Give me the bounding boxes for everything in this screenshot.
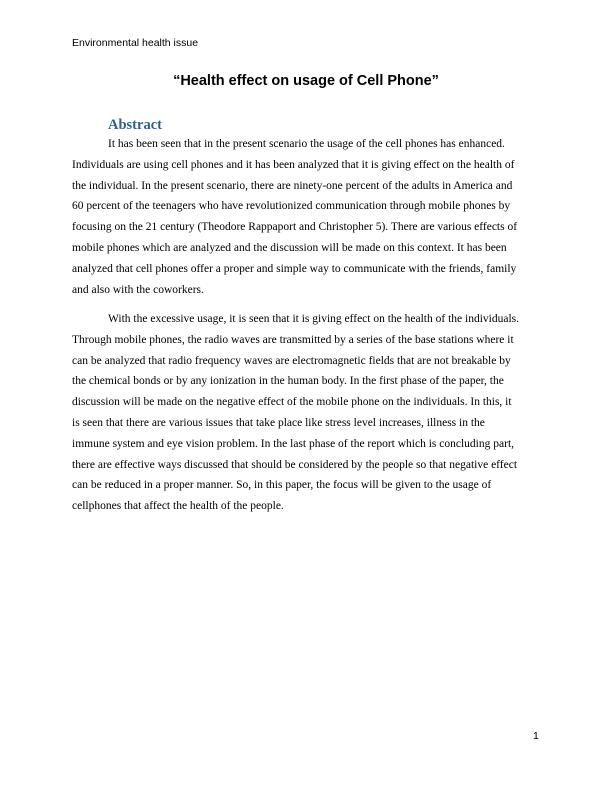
abstract-paragraph-1 — [72, 134, 540, 300]
text-line: cellphones that affect the health of the people. — [72, 500, 284, 513]
text-line: discussion will be made on the negative effect of the mobile phone on the individuals. In this, it — [72, 396, 512, 409]
running-header: Environmental health issue — [72, 37, 199, 49]
text-line: 60 percent of the teenagers who have revolutionized communication through mobile phones by — [72, 200, 511, 213]
text-line: analyzed that cell phones offer a proper and simple way to communicate with the friends, family — [72, 262, 517, 275]
abstract-heading: Abstract — [108, 117, 162, 133]
text-line: and also with the coworkers. — [72, 283, 204, 296]
text-line: can be reduced in a proper manner. So, in this paper, the focus will be given to the usage of — [72, 479, 492, 492]
text-line: is seen that there are various issues that take place like stress level increases, illness in the — [72, 416, 485, 429]
text-line: there are effective ways discussed that should be considered by the people so that negative effect — [72, 458, 518, 471]
text-line: the individual. In the present scenario, there are ninety-one percent of the adults in America and — [72, 179, 513, 192]
text-line: can be analyzed that radio frequency waves are electromagnetic fields that are not breakable by — [72, 354, 511, 367]
text-line: Through mobile phones, the radio waves are transmitted by a series of the base stations where it — [72, 333, 514, 346]
text-line: immune system and eye vision problem. In the last phase of the report which is concluding part, — [72, 437, 515, 450]
text-line: the chemical bonds or by any ionization in the human body. In the first phase of the paper, the — [72, 375, 504, 388]
text-line: With the excessive usage, it is seen that it is giving effect on the health of the individuals. — [108, 313, 519, 325]
text-line: focusing on the 21 century (Theodore Rappaport and Christopher 5). There are various effects of — [72, 221, 518, 234]
text-line: Individuals are using cell phones and it has been analyzed that it is giving effect on the health of — [72, 158, 515, 171]
abstract-paragraph-2 — [72, 309, 540, 517]
text-line: It has been seen that in the present scenario the usage of the cell phones has enhanced. — [108, 138, 505, 150]
page-number: 1 — [533, 730, 539, 742]
document-title: “Health effect on usage of Cell Phone” — [173, 73, 439, 89]
text-line: mobile phones which are analyzed and the discussion will be made on this context. It has been — [72, 241, 507, 254]
